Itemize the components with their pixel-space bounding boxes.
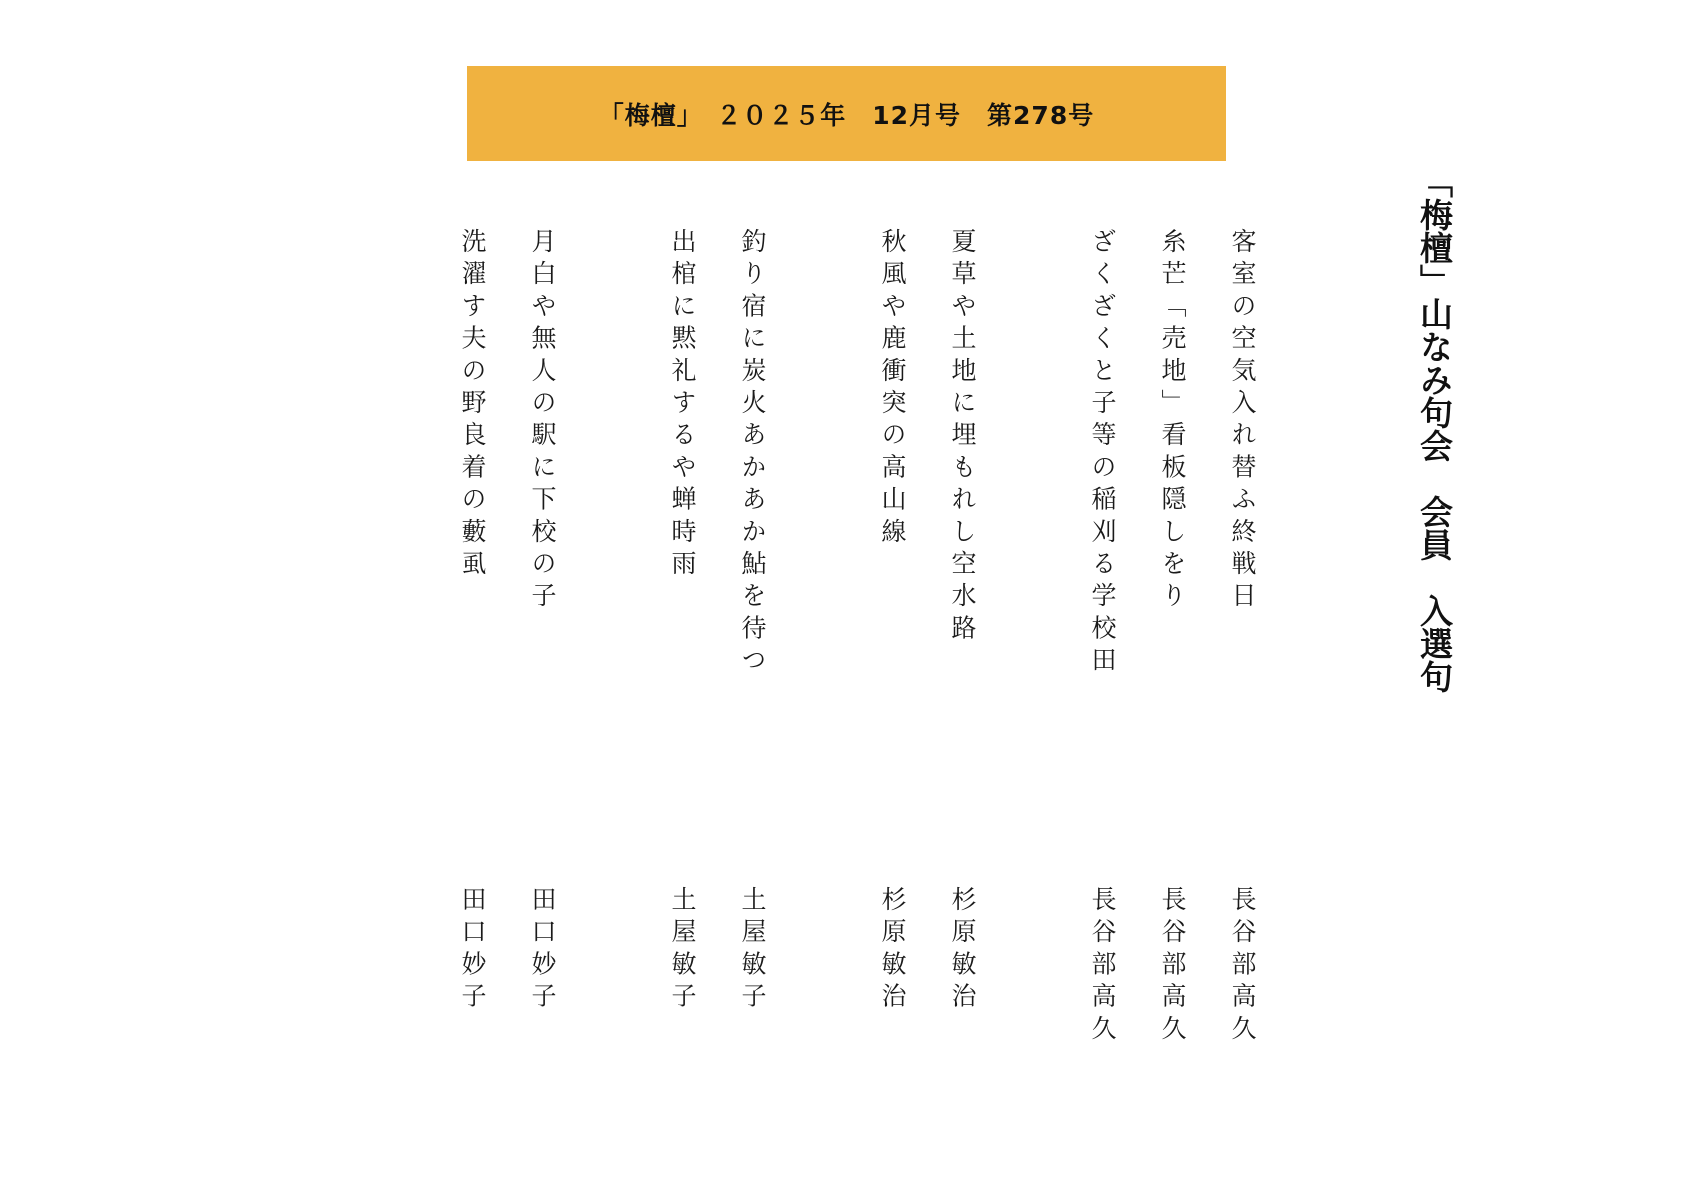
haiku-poem: ざくざくと子等の稲刈る学校田 [1088, 228, 1117, 679]
page-title: 「梅檀」山なみ句会 会員 入選句 [1415, 165, 1454, 693]
haiku-poem: 洗濯す夫の野良着の藪虱 [458, 228, 487, 583]
haiku-author: 長谷部高久 [1228, 886, 1257, 1047]
haiku-author: 田口妙子 [528, 886, 557, 1015]
haiku-author: 杉原敏治 [948, 886, 977, 1015]
haiku-poem: 客室の空気入れ替ふ終戦日 [1228, 228, 1257, 615]
haiku-poem: 釣り宿に炭火あかあか鮎を待つ [738, 228, 767, 679]
issue-header-banner [467, 66, 1226, 161]
haiku-author: 杉原敏治 [878, 886, 907, 1015]
haiku-poem: 月白や無人の駅に下校の子 [528, 228, 557, 615]
haiku-poem: 出棺に黙礼するや蝉時雨 [668, 228, 697, 583]
haiku-author: 土屋敏子 [738, 886, 767, 1015]
haiku-poem: 秋風や鹿衝突の高山線 [878, 228, 907, 550]
haiku-poem: 糸芒「売地」看板隠しをり [1158, 228, 1187, 615]
haiku-author: 土屋敏子 [668, 886, 697, 1015]
haiku-poem: 夏草や土地に埋もれし空水路 [948, 228, 977, 647]
haiku-author: 長谷部高久 [1088, 886, 1117, 1047]
issue-header-text: 「梅檀」 ２０２５年 12月号 第278号 [598, 100, 1095, 130]
haiku-author: 長谷部高久 [1158, 886, 1187, 1047]
haiku-author: 田口妙子 [458, 886, 487, 1015]
